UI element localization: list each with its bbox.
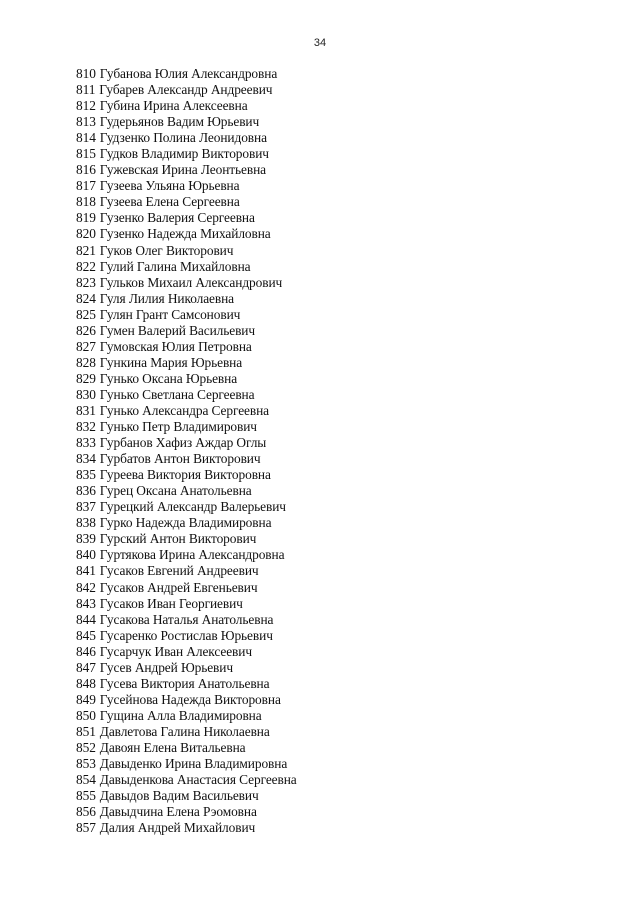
list-item: [76, 580, 297, 596]
entry-full-name: Губанова Юлия Александровна: [99, 66, 278, 81]
entry-full-name: Гусева Виктория Анатольевна: [99, 675, 270, 691]
list-item: [76, 194, 297, 210]
list-item: [76, 339, 297, 355]
entry-full-name: Гусарчук Иван Алексеевич: [99, 643, 252, 659]
list-item: [76, 403, 297, 419]
entry-full-name: Гуков Олег Викторович: [99, 242, 234, 258]
entry-full-name: Гунько Петр Владимирович: [99, 419, 257, 435]
list-item: [76, 178, 297, 194]
entry-number: 810: [76, 66, 96, 81]
entry-full-name: Гужевская Ирина Леонтьевна: [99, 162, 267, 178]
entry-full-name: Гузеева Елена Сергеевна: [99, 194, 240, 210]
entry-number: 839: [76, 531, 96, 547]
list-item: [76, 162, 297, 178]
list-item: [76, 804, 297, 820]
list-item: [76, 740, 297, 756]
entry-number: 844: [76, 611, 96, 627]
entry-full-name: Гурецкий Александр Валерьевич: [99, 499, 286, 515]
list-item: [76, 692, 297, 708]
entry-number: 816: [76, 162, 96, 178]
entry-number: 845: [76, 627, 96, 643]
entry-full-name: Гульков Михаил Александрович: [99, 274, 283, 290]
entry-number: 811: [76, 82, 96, 98]
entry-number: 851: [76, 723, 96, 739]
entry-number: 825: [76, 306, 96, 322]
entry-full-name: Гусаков Андрей Евгеньевич: [99, 579, 258, 595]
list-item: [76, 788, 297, 804]
entry-number: 857: [76, 820, 96, 836]
entry-full-name: Гурский Антон Викторович: [99, 531, 257, 547]
entry-full-name: Гусаков Иван Георгиевич: [99, 595, 243, 611]
entry-number: 842: [76, 579, 96, 595]
list-item: [76, 612, 297, 628]
entry-full-name: Гудерьянов Вадим Юрьевич: [99, 114, 260, 130]
list-item: [76, 531, 297, 547]
list-item: [76, 628, 297, 644]
entry-number: 855: [76, 788, 96, 804]
list-item: [76, 676, 297, 692]
list-item: [76, 515, 297, 531]
list-item: [76, 756, 297, 772]
list-item: [76, 66, 297, 82]
entry-number: 833: [76, 435, 96, 451]
entry-number: 854: [76, 772, 96, 788]
entry-number: 850: [76, 707, 96, 723]
entry-full-name: Гумен Валерий Васильевич: [99, 322, 256, 338]
entry-full-name: Гуля Лилия Николаевна: [99, 290, 235, 306]
list-item: [76, 82, 297, 98]
entry-number: 821: [76, 242, 96, 258]
entry-number: 818: [76, 194, 96, 210]
entry-full-name: Гуртякова Ирина Александровна: [99, 547, 285, 563]
entry-number: 853: [76, 756, 96, 772]
list-item: [76, 259, 297, 275]
entry-number: 826: [76, 322, 96, 338]
list-item: [76, 547, 297, 563]
list-item: [76, 323, 297, 339]
entry-number: 847: [76, 659, 96, 675]
entry-number: 840: [76, 547, 96, 563]
list-item: [76, 499, 297, 515]
entry-full-name: Гудзенко Полина Леонидовна: [99, 130, 267, 146]
entry-number: 843: [76, 595, 96, 611]
entry-number: 831: [76, 402, 96, 418]
list-item: [76, 435, 297, 451]
entry-full-name: Гудков Владимир Викторович: [99, 146, 269, 162]
entry-full-name: Гусейнова Надежда Викторовна: [99, 691, 281, 707]
entry-number: 822: [76, 258, 96, 274]
entry-number: 820: [76, 226, 96, 242]
list-item: [76, 291, 297, 307]
entry-full-name: Давлетова Галина Николаевна: [99, 723, 270, 739]
entry-full-name: Гумовская Юлия Петровна: [99, 338, 252, 354]
entry-full-name: Гузенко Валерия Сергеевна: [99, 210, 255, 226]
list-item: [76, 226, 297, 242]
list-item: [76, 355, 297, 371]
entry-number: 819: [76, 210, 96, 226]
list-item: [76, 114, 297, 130]
entry-full-name: Гузеева Ульяна Юрьевна: [99, 178, 240, 194]
list-item: [76, 644, 297, 660]
list-item: [76, 387, 297, 403]
list-item: [76, 596, 297, 612]
entry-full-name: Давыденкова Анастасия Сергеевна: [99, 772, 297, 788]
entry-full-name: Гусакова Наталья Анатольевна: [99, 611, 274, 627]
entry-full-name: Гурбатов Антон Викторович: [99, 451, 261, 467]
list-item: [76, 563, 297, 579]
entry-full-name: Гулий Галина Михайловна: [99, 258, 251, 274]
entry-full-name: Гунько Светлана Сергеевна: [99, 386, 255, 402]
entry-number: 848: [76, 675, 96, 691]
list-item: [76, 275, 297, 291]
entry-number: 832: [76, 419, 96, 435]
entry-full-name: Гусаренко Ростислав Юрьевич: [99, 627, 273, 643]
entry-full-name: Гунько Александра Сергеевна: [99, 402, 270, 418]
entry-number: 841: [76, 563, 96, 579]
list-item: [76, 467, 297, 483]
list-item: [76, 772, 297, 788]
entry-full-name: Гулян Грант Самсонович: [99, 306, 241, 322]
entry-number: 834: [76, 451, 96, 467]
entry-full-name: Давыдчина Елена Рэомовна: [99, 804, 257, 820]
entry-number: 838: [76, 515, 96, 531]
entry-full-name: Гуреева Виктория Викторовна: [99, 467, 271, 483]
entry-number: 812: [76, 98, 96, 114]
entry-number: 852: [76, 739, 96, 755]
entry-full-name: Гусев Андрей Юрьевич: [99, 659, 233, 675]
entry-number: 835: [76, 467, 96, 483]
entry-full-name: Далия Андрей Михайлович: [99, 820, 256, 836]
entry-number: 817: [76, 178, 96, 194]
list-item: [76, 660, 297, 676]
entry-full-name: Давоян Елена Витальевна: [99, 739, 246, 755]
entry-number: 815: [76, 146, 96, 162]
entry-full-name: Губина Ирина Алексеевна: [99, 98, 248, 114]
list-item: [76, 210, 297, 226]
entry-full-name: Гурко Надежда Владимировна: [99, 515, 272, 531]
entry-number: 830: [76, 386, 96, 402]
entry-number: 814: [76, 130, 96, 146]
entry-full-name: Гунько Оксана Юрьевна: [99, 370, 238, 386]
list-item: [76, 419, 297, 435]
list-item: [76, 820, 297, 836]
entry-number: 846: [76, 643, 96, 659]
list-item: [76, 724, 297, 740]
entry-full-name: Губарев Александр Андреевич: [99, 82, 273, 98]
entry-number: 828: [76, 354, 96, 370]
list-item: [76, 371, 297, 387]
entry-number: 836: [76, 483, 96, 499]
entry-number: 849: [76, 691, 96, 707]
name-list: [76, 66, 297, 836]
entry-full-name: Гункина Мария Юрьевна: [99, 354, 243, 370]
list-item: [76, 483, 297, 499]
page-number: 34: [313, 37, 327, 49]
entry-full-name: Гусаков Евгений Андреевич: [99, 563, 259, 579]
entry-full-name: Гурец Оксана Анатольевна: [99, 483, 252, 499]
list-item: [76, 307, 297, 323]
entry-number: 837: [76, 499, 96, 515]
list-item: [76, 243, 297, 259]
entry-full-name: Давыденко Ирина Владимировна: [99, 756, 288, 772]
list-item: [76, 708, 297, 724]
entry-number: 824: [76, 290, 96, 306]
entry-number: 813: [76, 114, 96, 130]
entry-full-name: Давыдов Вадим Васильевич: [99, 788, 259, 804]
entry-number: 827: [76, 338, 96, 354]
entry-full-name: Гурбанов Хафиз Аждар Оглы: [99, 435, 267, 451]
list-item: [76, 98, 297, 114]
list-item: [76, 146, 297, 162]
entry-number: 856: [76, 804, 96, 820]
entry-number: 823: [76, 274, 96, 290]
entry-full-name: Гузенко Надежда Михайловна: [99, 226, 271, 242]
entry-full-name: Гущина Алла Владимировна: [99, 707, 262, 723]
list-item: [76, 130, 297, 146]
list-item: [76, 451, 297, 467]
entry-number: 829: [76, 370, 96, 386]
